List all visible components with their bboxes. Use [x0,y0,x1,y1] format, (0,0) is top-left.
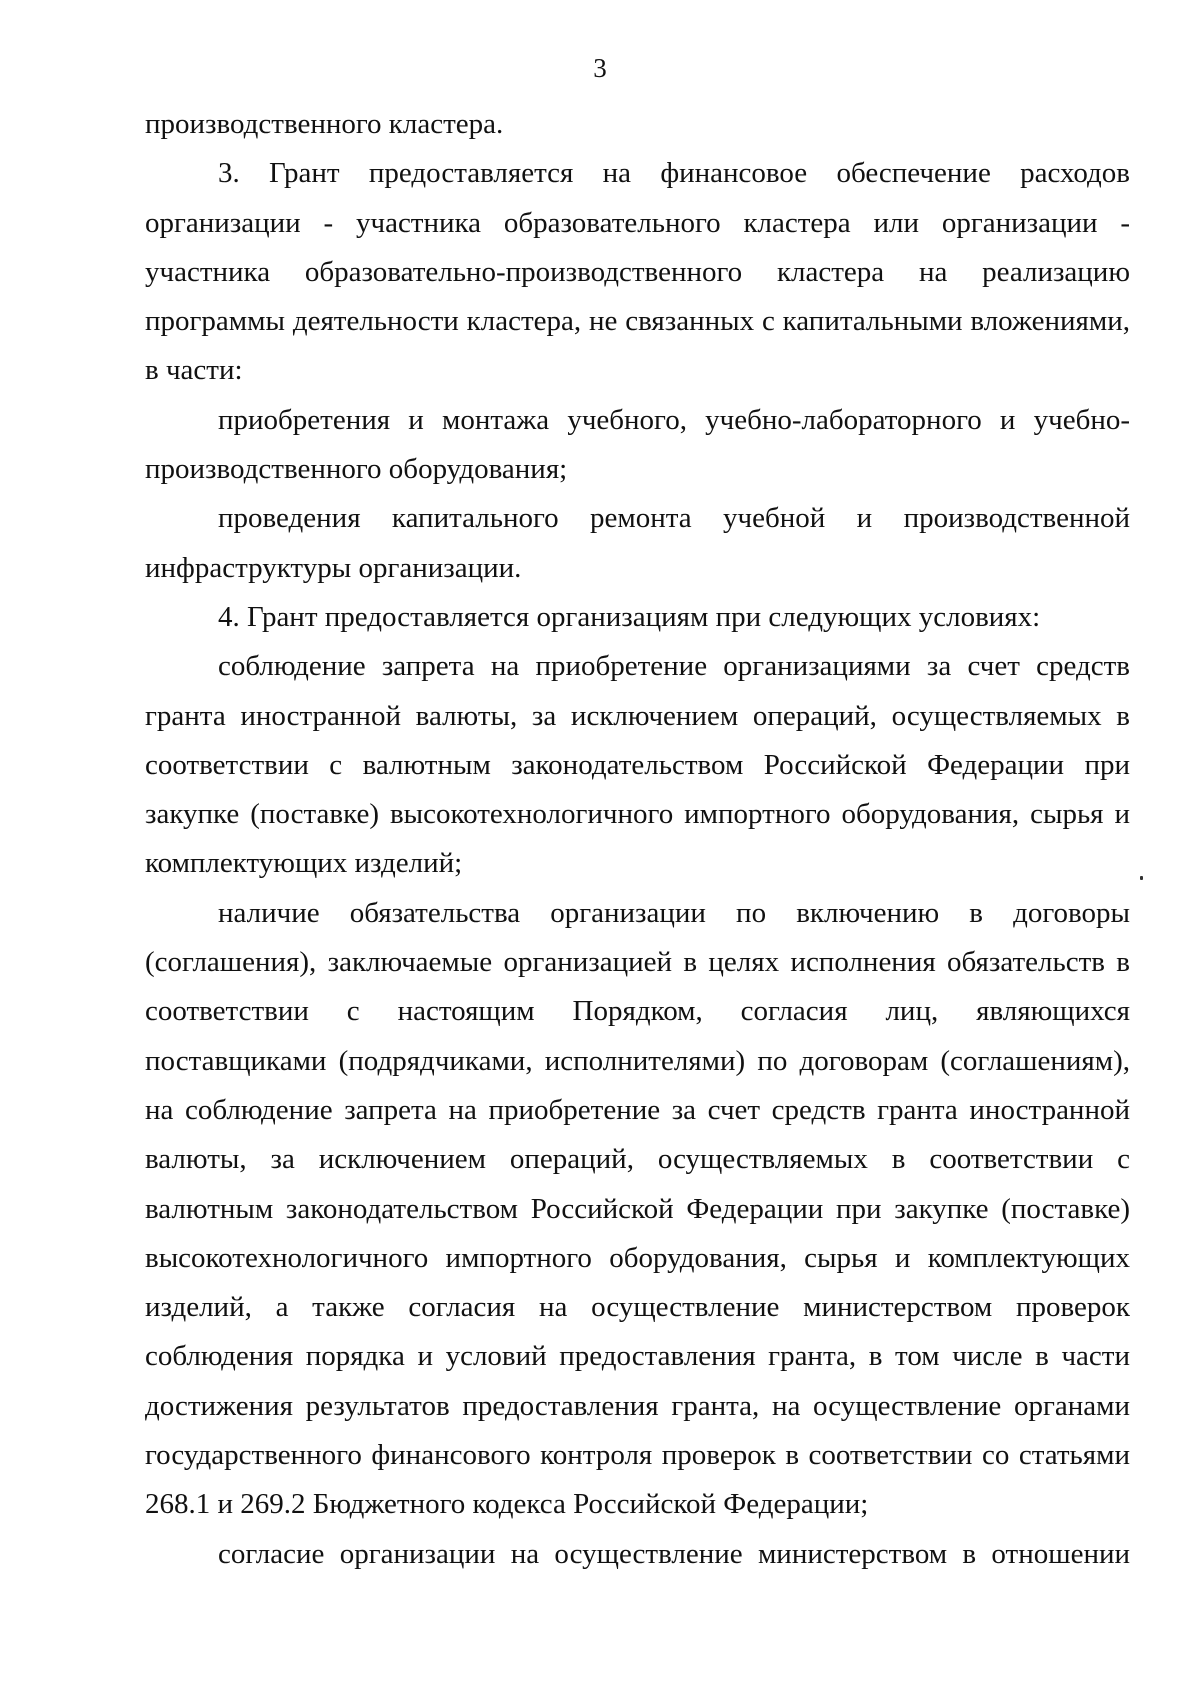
paragraph-equipment: приобретения и монтажа учебного, учебно-лабораторного и учебно-производственного оборудования; [145,403,1130,486]
paragraph-continuation: производственного кластера. [145,108,504,140]
paragraph-repair: проведения капитального ремонта учебной и производственной инфраструктуры организации. [145,502,1130,584]
paragraph-currency-ban: соблюдение запрета на приобретение организациями за счет средств гранта иностранной валюты, за исключением операций, осуществляемых в соответствии с валютным законодательством Российской Федерации при закупке (поставке) высокотехнологичного импортного оборудования, сырья и комплектующих изделий; [145,650,1130,880]
page-number: 3 [593,53,607,83]
paragraph-clause-3: 3. Грант предоставляется на финансовое обеспечение расходов организации - участника образовательного кластера или организации - участника образовательно-производственного кластера на реализацию программы деятельности кластера, не связанных с капитальными вложениями, в части: [145,157,1130,387]
paragraph-clause-4: 4. Грант предоставляется организациям при следующих условиях: [218,600,1041,633]
paragraph-obligation: наличие обязательства организации по включению в договоры (соглашения), заключаемые организацией в целях исполнения обязательств в соответствии с настоящим Порядком, согласия лиц, являющихся поставщиками (подрядчиками, исполнителями) по договорам (соглашениям), на соблюдение запрета на приобретение за счет средств гранта иностранной валюты, за исключением операций, осуществляемых в соответствии с валютным законодательством Российской Федерации при закупке (поставке) высокотехнологичного импортного оборудования, сырья и комплектующих изделий, а также согласия на осуществление министерством проверок соблюдения порядка и условий предоставления гранта, в том числе в части достижения результатов предоставления гранта, на осуществление органами государственного финансового контроля проверок в соответствии со статьями 268.1 и 269.2 Бюджетного кодекса Российской Федерации; [145,896,1130,1521]
document-body [145,100,1130,1579]
paragraph-consent: согласие организации на осуществление министерством в отношении [218,1537,1130,1570]
scan-speck [1140,876,1143,880]
